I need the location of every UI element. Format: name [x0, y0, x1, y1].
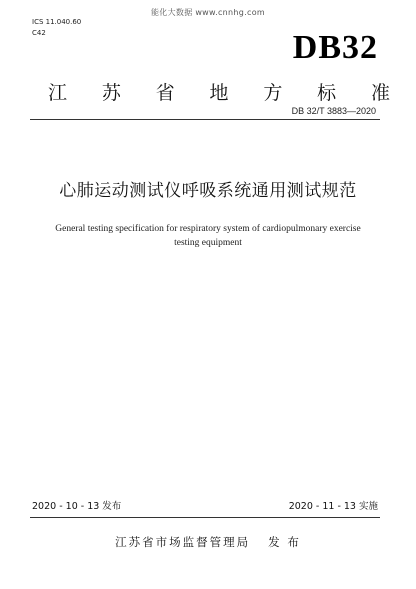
title-char: 标 — [317, 82, 337, 104]
publisher-name: 江苏省市场监督管理局 — [115, 535, 251, 549]
publisher-action: 发 布 — [268, 535, 301, 549]
title-char: 苏 — [101, 82, 121, 104]
title-char: 江 — [48, 82, 68, 104]
standard-code: DB 32/T 3883—2020 — [291, 106, 376, 116]
implementation-date: 2020 - 11 - 13 实施 — [288, 501, 378, 512]
document-title-chinese: 心肺运动测试仪呼吸系统通用测试规范 — [59, 181, 357, 201]
title-char: 准 — [370, 82, 390, 104]
title-char: 省 — [155, 82, 175, 104]
watermark-text: 能化大数据 www.cnnhg.com — [151, 8, 265, 17]
class-code: C42 — [32, 29, 46, 37]
db32-logo: DB32 — [292, 29, 378, 66]
title-char: 地 — [209, 82, 229, 104]
title-char: 方 — [263, 82, 283, 104]
title-en-line: General testing specification for respiratory system of cardiopulmonary exercise — [55, 224, 361, 234]
ics-code: ICS 11.040.60 — [32, 18, 82, 26]
title-en-line: testing equipment — [174, 238, 242, 248]
ics-block — [32, 17, 81, 39]
bottom-divider — [30, 517, 380, 518]
top-divider — [30, 119, 380, 120]
publisher-line — [0, 534, 416, 550]
standard-type-title — [48, 78, 390, 105]
document-title-english — [30, 222, 386, 250]
issue-date: 2020 - 10 - 13 发布 — [32, 501, 122, 512]
